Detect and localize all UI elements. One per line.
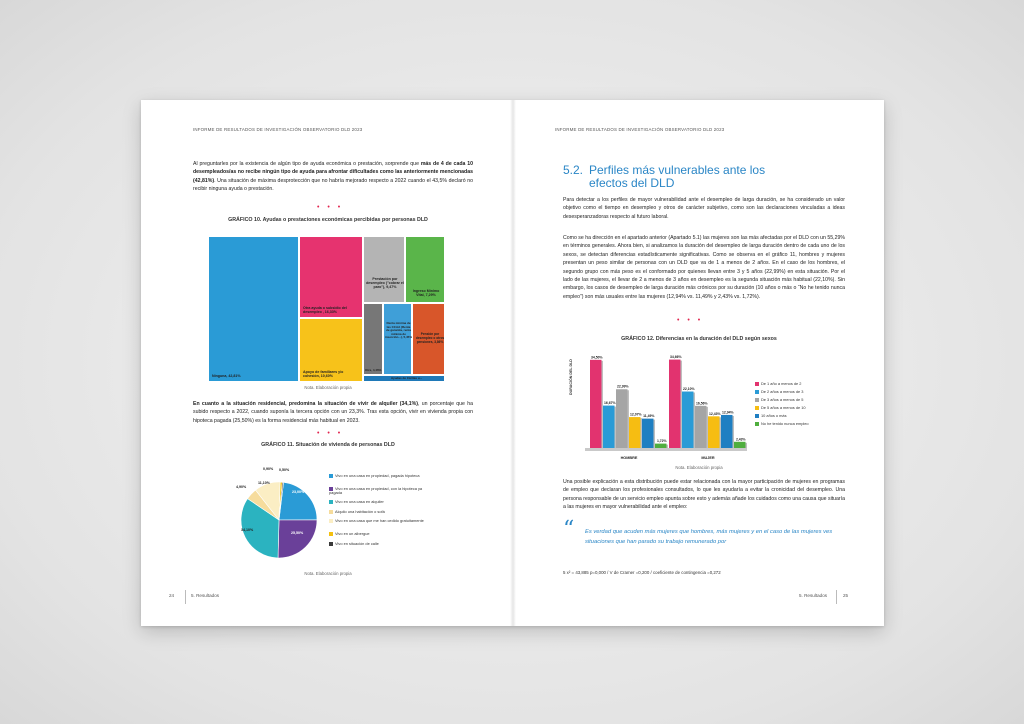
section-number: 5.2. xyxy=(563,163,584,177)
legend-swatch xyxy=(329,532,333,536)
legend-label: Alquilo una habitación o sofá xyxy=(335,508,385,514)
legend-item xyxy=(329,500,429,504)
bar-shade xyxy=(694,393,696,448)
legend-item xyxy=(329,542,429,546)
pie-label: 4,90% xyxy=(236,485,247,489)
bar-shade xyxy=(641,418,643,448)
footer-section-right: 5. Resultados xyxy=(799,593,828,598)
legend-item xyxy=(755,382,850,386)
legend-swatch xyxy=(755,422,759,426)
legend-swatch xyxy=(329,542,333,546)
pie-label: 11,10% xyxy=(258,481,270,485)
separator-dots: • • • xyxy=(317,430,344,437)
paragraph-1: Para detectar a los perfiles de mayor vulnerabilidad ante el desempleo de larga duración, se ha considerado un valor objetivo como el tiempo en desempleo y otros de carácter subjetivo, como son las declaraciones vinculadas a ideas desesperanzadoras respecto al futuro laboral. xyxy=(563,197,845,220)
category-label: HOMBRE xyxy=(620,456,638,460)
right-page xyxy=(513,100,884,626)
bar-value-label: 2,43% xyxy=(735,437,746,442)
legend-label: Vivo en situación de calle xyxy=(335,540,379,546)
legend-item xyxy=(329,532,429,536)
bar xyxy=(629,417,641,448)
treemap-label: Ninguna, 42,81% xyxy=(212,373,241,378)
separator-dots: • • • xyxy=(677,317,704,324)
treemap-cell xyxy=(299,318,363,382)
bar xyxy=(695,406,707,448)
bar xyxy=(708,416,720,448)
bar-value-label: 12,07% xyxy=(630,412,642,417)
chart11-note: Nota. Elaboración propia xyxy=(304,571,352,576)
legend-label: Vivo en una casa en propiedad, con la hipoteca ya pagada xyxy=(329,486,423,496)
treemap-label: Apoyo de familiares y/o cohesión, 10,60% xyxy=(303,369,344,378)
pie-label: 34,10% xyxy=(241,528,254,532)
bar-value-label: 16,67% xyxy=(604,401,616,406)
footer-divider xyxy=(185,590,186,604)
legend-swatch xyxy=(329,500,333,504)
legend-label: Vivo en una casa en alquiler xyxy=(335,499,384,505)
bar-value-label: 11,49% xyxy=(643,414,655,419)
page-number-left: 24 xyxy=(169,593,175,598)
legend-item xyxy=(755,390,850,394)
pie-label: 23,00% xyxy=(292,490,305,494)
legend-label: 10 años o más xyxy=(761,413,787,419)
bar xyxy=(603,406,615,448)
footer-section-left: 5. Resultados xyxy=(191,593,220,598)
bar-value-label: 34,50% xyxy=(591,355,603,360)
bar-value-label: 12,94% xyxy=(722,410,734,415)
page-number-right: 25 xyxy=(843,593,849,598)
quote-mark-icon: “ xyxy=(563,517,575,542)
bar-value-label: 12,43% xyxy=(709,411,721,416)
treemap-cell xyxy=(412,303,445,375)
legend-label: De 3 años a menos de 5 xyxy=(761,397,804,403)
treemap-cell xyxy=(363,303,383,375)
open-book-spread xyxy=(141,100,884,626)
bar-shade xyxy=(615,407,617,448)
bar xyxy=(642,419,654,448)
bar-shade xyxy=(654,420,656,448)
legend-item xyxy=(755,422,850,426)
pie-slice xyxy=(278,520,317,558)
legend-item xyxy=(755,414,850,418)
bar xyxy=(682,392,694,448)
legend-item xyxy=(329,519,429,523)
chart12-bars xyxy=(581,350,751,462)
chart11-title: GRÁFICO 11. Situación de vivienda de personas DLD xyxy=(261,442,395,448)
bar-value-label: 16,56% xyxy=(696,401,708,406)
legend-label: De 2 años a menos de 3 xyxy=(761,389,804,395)
intro-text: Al preguntarles por la existencia de algún tipo de ayuda económica o prestación, sorprende que xyxy=(193,161,421,167)
bar xyxy=(734,442,746,448)
bar xyxy=(669,360,681,448)
bar-shade xyxy=(720,417,722,448)
bar-shade xyxy=(707,407,709,448)
pie-label: 0,90% xyxy=(263,467,274,471)
bar-value-label: 22,99% xyxy=(617,384,629,389)
bar xyxy=(721,415,733,448)
chart-floor xyxy=(585,448,747,451)
category-label: MUJER xyxy=(701,456,715,460)
footer-divider xyxy=(836,590,837,604)
running-header: INFORME DE RESULTADOS DE INVESTIGACIÓN OBSERVATORIO DLD 2023 xyxy=(555,127,725,132)
legend-item xyxy=(329,474,429,478)
treemap-label: Otra, 4,46% xyxy=(365,367,382,372)
bar xyxy=(655,444,667,448)
legend-swatch xyxy=(329,510,333,514)
treemap-cell xyxy=(299,236,363,318)
legend-label: De 1 año a menos de 2 xyxy=(761,381,802,387)
bar-value-label: 34,66% xyxy=(670,355,682,360)
bar-shade xyxy=(602,361,604,448)
section-title: Perfiles más vulnerables ante los efectos del DLD xyxy=(589,163,766,190)
legend-item xyxy=(329,487,429,496)
footnote: 5 x² = 43,885 p=0,000 / V de Cramer =0,200 / coeficiente de contingencia =0,272 xyxy=(563,570,721,575)
legend-item xyxy=(755,398,850,402)
treemap-cell xyxy=(363,236,405,303)
bar-shade xyxy=(628,390,630,448)
legend-swatch xyxy=(755,414,759,418)
treemap-label: Ayudas de Cáritas u... xyxy=(391,376,423,380)
chart12-ylabel: DURACIÓN DEL DLD xyxy=(569,359,573,395)
legend-swatch xyxy=(329,474,333,478)
treemap-label: Pensión por desempleo o otros pensiones, 3,86% xyxy=(415,332,445,345)
bar-shade xyxy=(746,443,748,448)
legend-label: Vivo en un albergue xyxy=(335,531,370,537)
treemap-cell xyxy=(363,375,445,382)
paragraph-3: Una posible explicación a esta distribución puede estar relacionada con la mayor participación de mujeres en programas de empleo que declaran los profesionales consultados, lo que les ayudaría a evitar la cronicidad del desempleo. Una persona responsable de un servicio empleo apunta sobre esto y además añade los cuidados como una causa que situaría a las mujeres en mayor vulnerabilidad ante el empleo: xyxy=(563,479,845,511)
legend-label: Vivo en una casa en propiedad, pagada hipoteca xyxy=(335,473,420,479)
chart12-note: Nota. Elaboración propia xyxy=(675,465,723,470)
pull-quote: Es verdad que acuden más mujeres que hombres, más mujeres y en el caso de las mujeres ves situaciones que han parado su trabajo remunerado por xyxy=(585,529,833,545)
housing-highlight: En cuanto a la situación residencial, predomina la situación de vivir de alquiler (34,1%) xyxy=(193,401,418,407)
legend-swatch xyxy=(755,398,759,402)
chart10-note: Nota. Elaboración propia xyxy=(304,385,352,390)
legend-swatch xyxy=(755,406,759,410)
treemap-cell xyxy=(383,303,412,375)
treemap-label: Ingreso Mínimo Vital, 7,29% xyxy=(412,289,440,298)
legend-label: De 5 años a menos de 10 xyxy=(761,405,806,411)
running-header: INFORME DE RESULTADOS DE INVESTIGACIÓN OBSERVATORIO DLD 2023 xyxy=(193,127,363,132)
chart12-title: GRÁFICO 12. Diferencias en la duración del DLD según sexos xyxy=(621,336,777,342)
legend-label: Vivo en una casa que me han cedido gratuitamente xyxy=(335,518,424,524)
pie-label: 0,50% xyxy=(279,468,290,472)
left-page xyxy=(141,100,512,626)
bar-shade xyxy=(681,361,683,448)
intro-highlight: más de 4 de cada 10 desempleados/as no recibe ningún tipo de ayuda para afrontar dificultades como las anteriormente mencionadas (42,81%) xyxy=(193,161,473,184)
pie-slice xyxy=(279,482,317,520)
treemap-cell xyxy=(405,236,445,303)
bar-value-label: 1,72% xyxy=(656,439,667,444)
legend-label: No he tenido nunca empleo xyxy=(761,421,809,427)
intro-text-end: . Una situación de máxima desprotección que no habría mejorado respecto a 2022 cuando el 43,5% declaró no recibir ninguna ayuda o prestación. xyxy=(193,177,473,193)
legend-swatch xyxy=(755,390,759,394)
treemap-label: Prestación por desempleo ("cobrar el paro"), 9,47% xyxy=(366,277,404,290)
chart10-treemap xyxy=(208,236,445,382)
separator-dots: • • • xyxy=(317,204,344,211)
legend-item xyxy=(755,406,850,410)
bar-value-label: 22,10% xyxy=(683,387,695,392)
legend-swatch xyxy=(755,382,759,386)
treemap-label: Otra ayuda o subsidio del desempleo , 16,33% xyxy=(303,305,347,314)
legend-swatch xyxy=(329,519,333,523)
bar xyxy=(590,360,602,448)
chart10-title: GRÁFICO 10. Ayudas o prestaciones económicas percibidas por personas DLD xyxy=(228,217,428,223)
bar xyxy=(616,389,628,448)
bar-shade xyxy=(733,416,735,448)
legend-item xyxy=(329,510,429,514)
paragraph-2: Como se ha dirección en el apartado anterior (Apartado 5.1) las mujeres son las más afectadas por el DLD con un 55,29% en términos generales. Ahora bien, si analizamos la duración del desempleo de larga duración dentro de cada uno de los sexos, se detectan diferencias estadísticamente significativas. Como se observa en el gráfico 11, hombres y mujeres presentan un peso similar de personas con un DLD que va de 1 a menos de 2 años. En el caso de los hombres, el segundo grupo con más peso es el conformado por quienes llevan entre 3 y 5 años (22,99%) en esta situación. Por el lado de las mujeres, el llevar de 2 a menos de 3 años en desempleo es la segunda situación más habitual (22,10%). Sin embargo, los casos de desempleo de larga duración más crónicos por su duración (10 años o más o “No he tenido nunca empleo”) son más usuales entre las mujeres (12,94% vs. 11,49% y 2,43% vs. 1,72%). xyxy=(563,235,845,300)
intro-paragraph xyxy=(193,160,473,194)
bar-shade xyxy=(667,445,669,448)
treemap-label: Renta mínima de las CCAA (Renta de garantía, renta mínima de inserción...), 5,45% xyxy=(385,321,413,340)
housing-text: , un porcentaje que ha subido respecto a 2022, cuando suponía la tercera opción con un 23,3%. Tras esta opción, vivir en vivienda propia con hipoteca pagada (25,50%) es la forma residencial más habitual en 2023. xyxy=(193,401,473,424)
pie-label: 25,50% xyxy=(291,531,304,535)
treemap-cell xyxy=(208,236,299,382)
housing-paragraph xyxy=(193,400,473,425)
